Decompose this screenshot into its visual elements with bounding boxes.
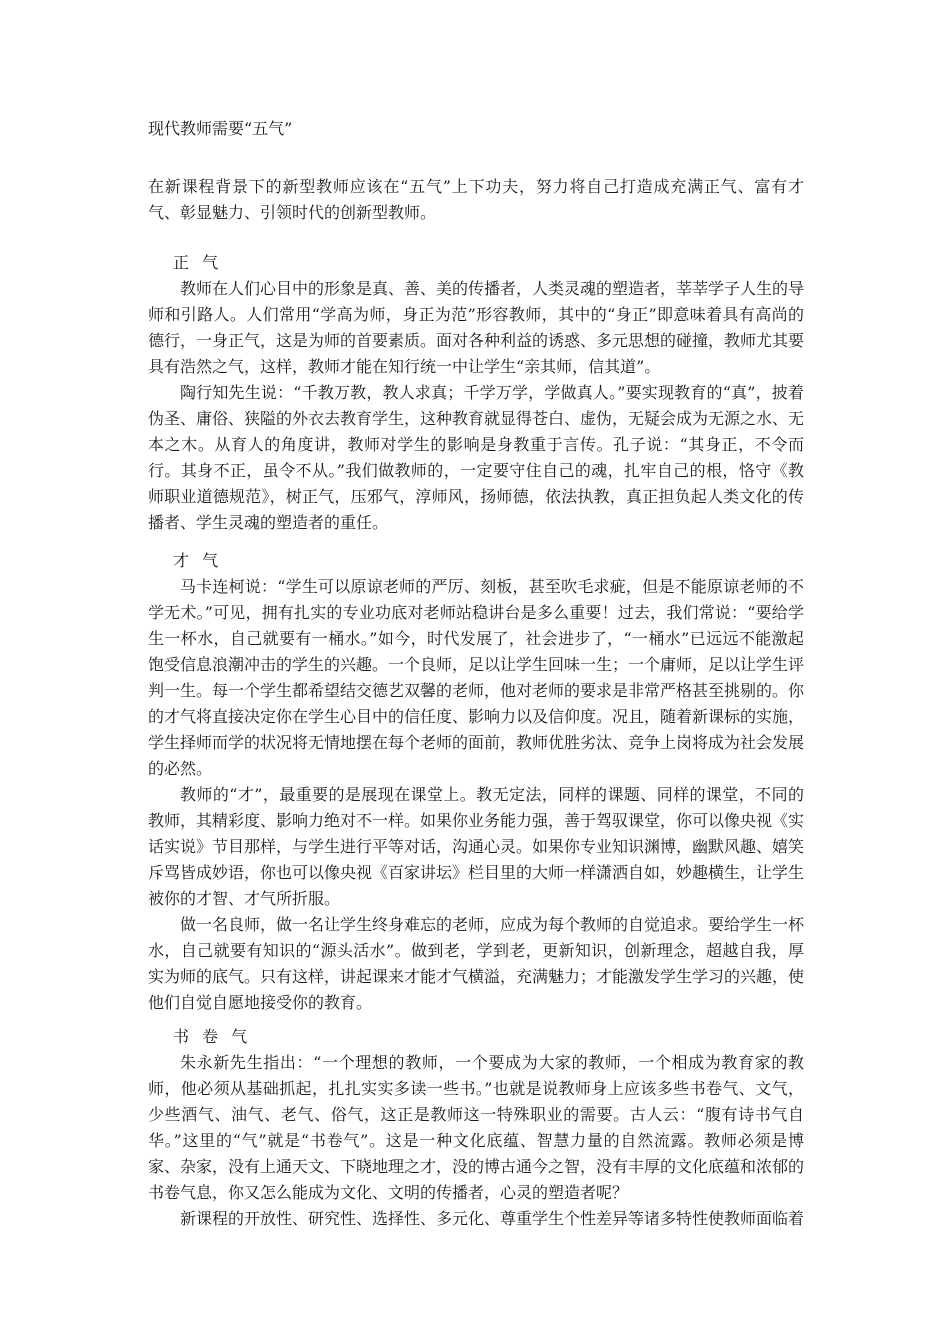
paragraph: 马卡连柯说：“学生可以原谅老师的严厉、刻板，甚至吹毛求疵，但是不能原谅老师的不学无术。”可见，拥有扎实的专业功底对老师站稳讲台是多么重要！过去，我们常说：“要给学生一杯水，自己就要有一桶水。”如今，时代发展了，社会进步了，“一桶水”已远远不能激起饱受信息浪潮冲击的学生的兴趣。一个良师，足以让学生回味一生；一个庸师，足以让学生评判一生。每一个学生都希望结交德艺双馨的老师，他对老师的要求是非常严格甚至挑剔的。你的才气将直接决定你在学生心目中的信任度、影响力以及信仰度。况且，随着新课标的实施，学生择师而学的状况将无情地摆在每个老师的面前，教师优胜劣汰、竞争上岗将成为社会发展的必然。 [148,577,805,778]
section-heading-zhengqi: 正 气 [173,253,223,272]
paragraph: 新课程的开放性、研究性、选择性、多元化、尊重学生个性差异等诸多特性使教师面临着 [180,1209,805,1228]
paragraph: 朱永新先生指出：“一个理想的教师，一个要成为大家的教师，一个相成为教育家的教师，他必须从基础抓起，扎扎实实多读一些书。”也就是说教师身上应该多些书卷气、文气，少些酒气、油气、老气、俗气，这正是教师这一特殊职业的需要。古人云：“腹有诗书气自华。”这里的“气”就是“书卷气”。这是一种文化底蕴、智慧力量的自然流露。教师必须是博家、杂家，没有上通天文、下晓地理之才，没的博古通今之智，没有丰厚的文化底蕴和浓郁的书卷气息，你又怎么能成为文化、文明的传播者，心灵的塑造者呢？ [148,1053,805,1202]
paragraph: 做一名良师，做一名让学生终身难忘的老师，应成为每个教师的自觉追求。要给学生一杯水，自己就要有知识的“源头活水”。做到老，学到老，更新知识，创新理念，超越自我，厚实为师的底气。只有这样，讲起课来才能才气横溢，充满魅力；才能激发学生学习的兴趣，使他们自觉自愿地接受你的教育。 [148,915,805,1012]
paragraph: 陶行知先生说：“千教万教，教人求真；千学万学，学做真人。”要实现教育的“真”，披着伪圣、庸俗、狭隘的外衣去教育学生，这种教育就显得苍白、虚伪，无疑会成为无源之水、无本之木。从育人的角度讲，教师对学生的影响是身教重于言传。孔子说：“其身正，不令而行。其身不正，虽令不从。”我们做教师的，一定要守住自己的魂，扎牢自己的根，恪守《教师职业道德规范》，树正气，压邪气，淳师风，扬师德，依法执教，真正担负起人类文化的传播者、学生灵魂的塑造者的重任。 [148,383,805,532]
intro-text: 在新课程背景下的新型教师应该在“五气”上下功夫，努力将自己打造成充满正气、富有才气、彰显魅力、引领时代的创新型教师。 [148,177,804,222]
section-heading-caiqi: 才 气 [173,551,223,570]
document-title: 现代教师需要“五气” [148,119,293,138]
section-body-caiqi [148,574,804,1016]
paragraph: 教师在人们心目中的形象是真、善、美的传播者，人类灵魂的塑造者，莘莘学子人生的导师和引路人。人们常用“学高为师，身正为范”形容教师，其中的“身正”即意味着具有高尚的德行，一身正气，这是为师的首要素质。面对各种利益的诱惑、多元思想的碰撞，教师尤其要具有浩然之气，这样，教师才能在知行统一中让学生“亲其师，信其道”。 [148,279,805,376]
intro-paragraph [148,174,804,226]
section-body-shujuanqi [148,1050,804,1232]
section-heading-shujuanqi: 书 卷 气 [173,1027,252,1046]
paragraph: 教师的“才”，最重要的是展现在课堂上。教无定法，同样的课题、同样的课堂，不同的教师，其精彩度、影响力绝对不一样。如果你业务能力强，善于驾驭课堂，你可以像央视《实话实说》节目那样，与学生进行平等对话，沟通心灵。如果你专业知识渊博，幽默风趣、嬉笑斥骂皆成妙语，你也可以像央视《百家讲坛》栏目里的大师一样潇洒自如，妙趣横生，让学生被你的才智、才气所折服。 [148,785,805,908]
section-body-zhengqi [148,276,804,536]
